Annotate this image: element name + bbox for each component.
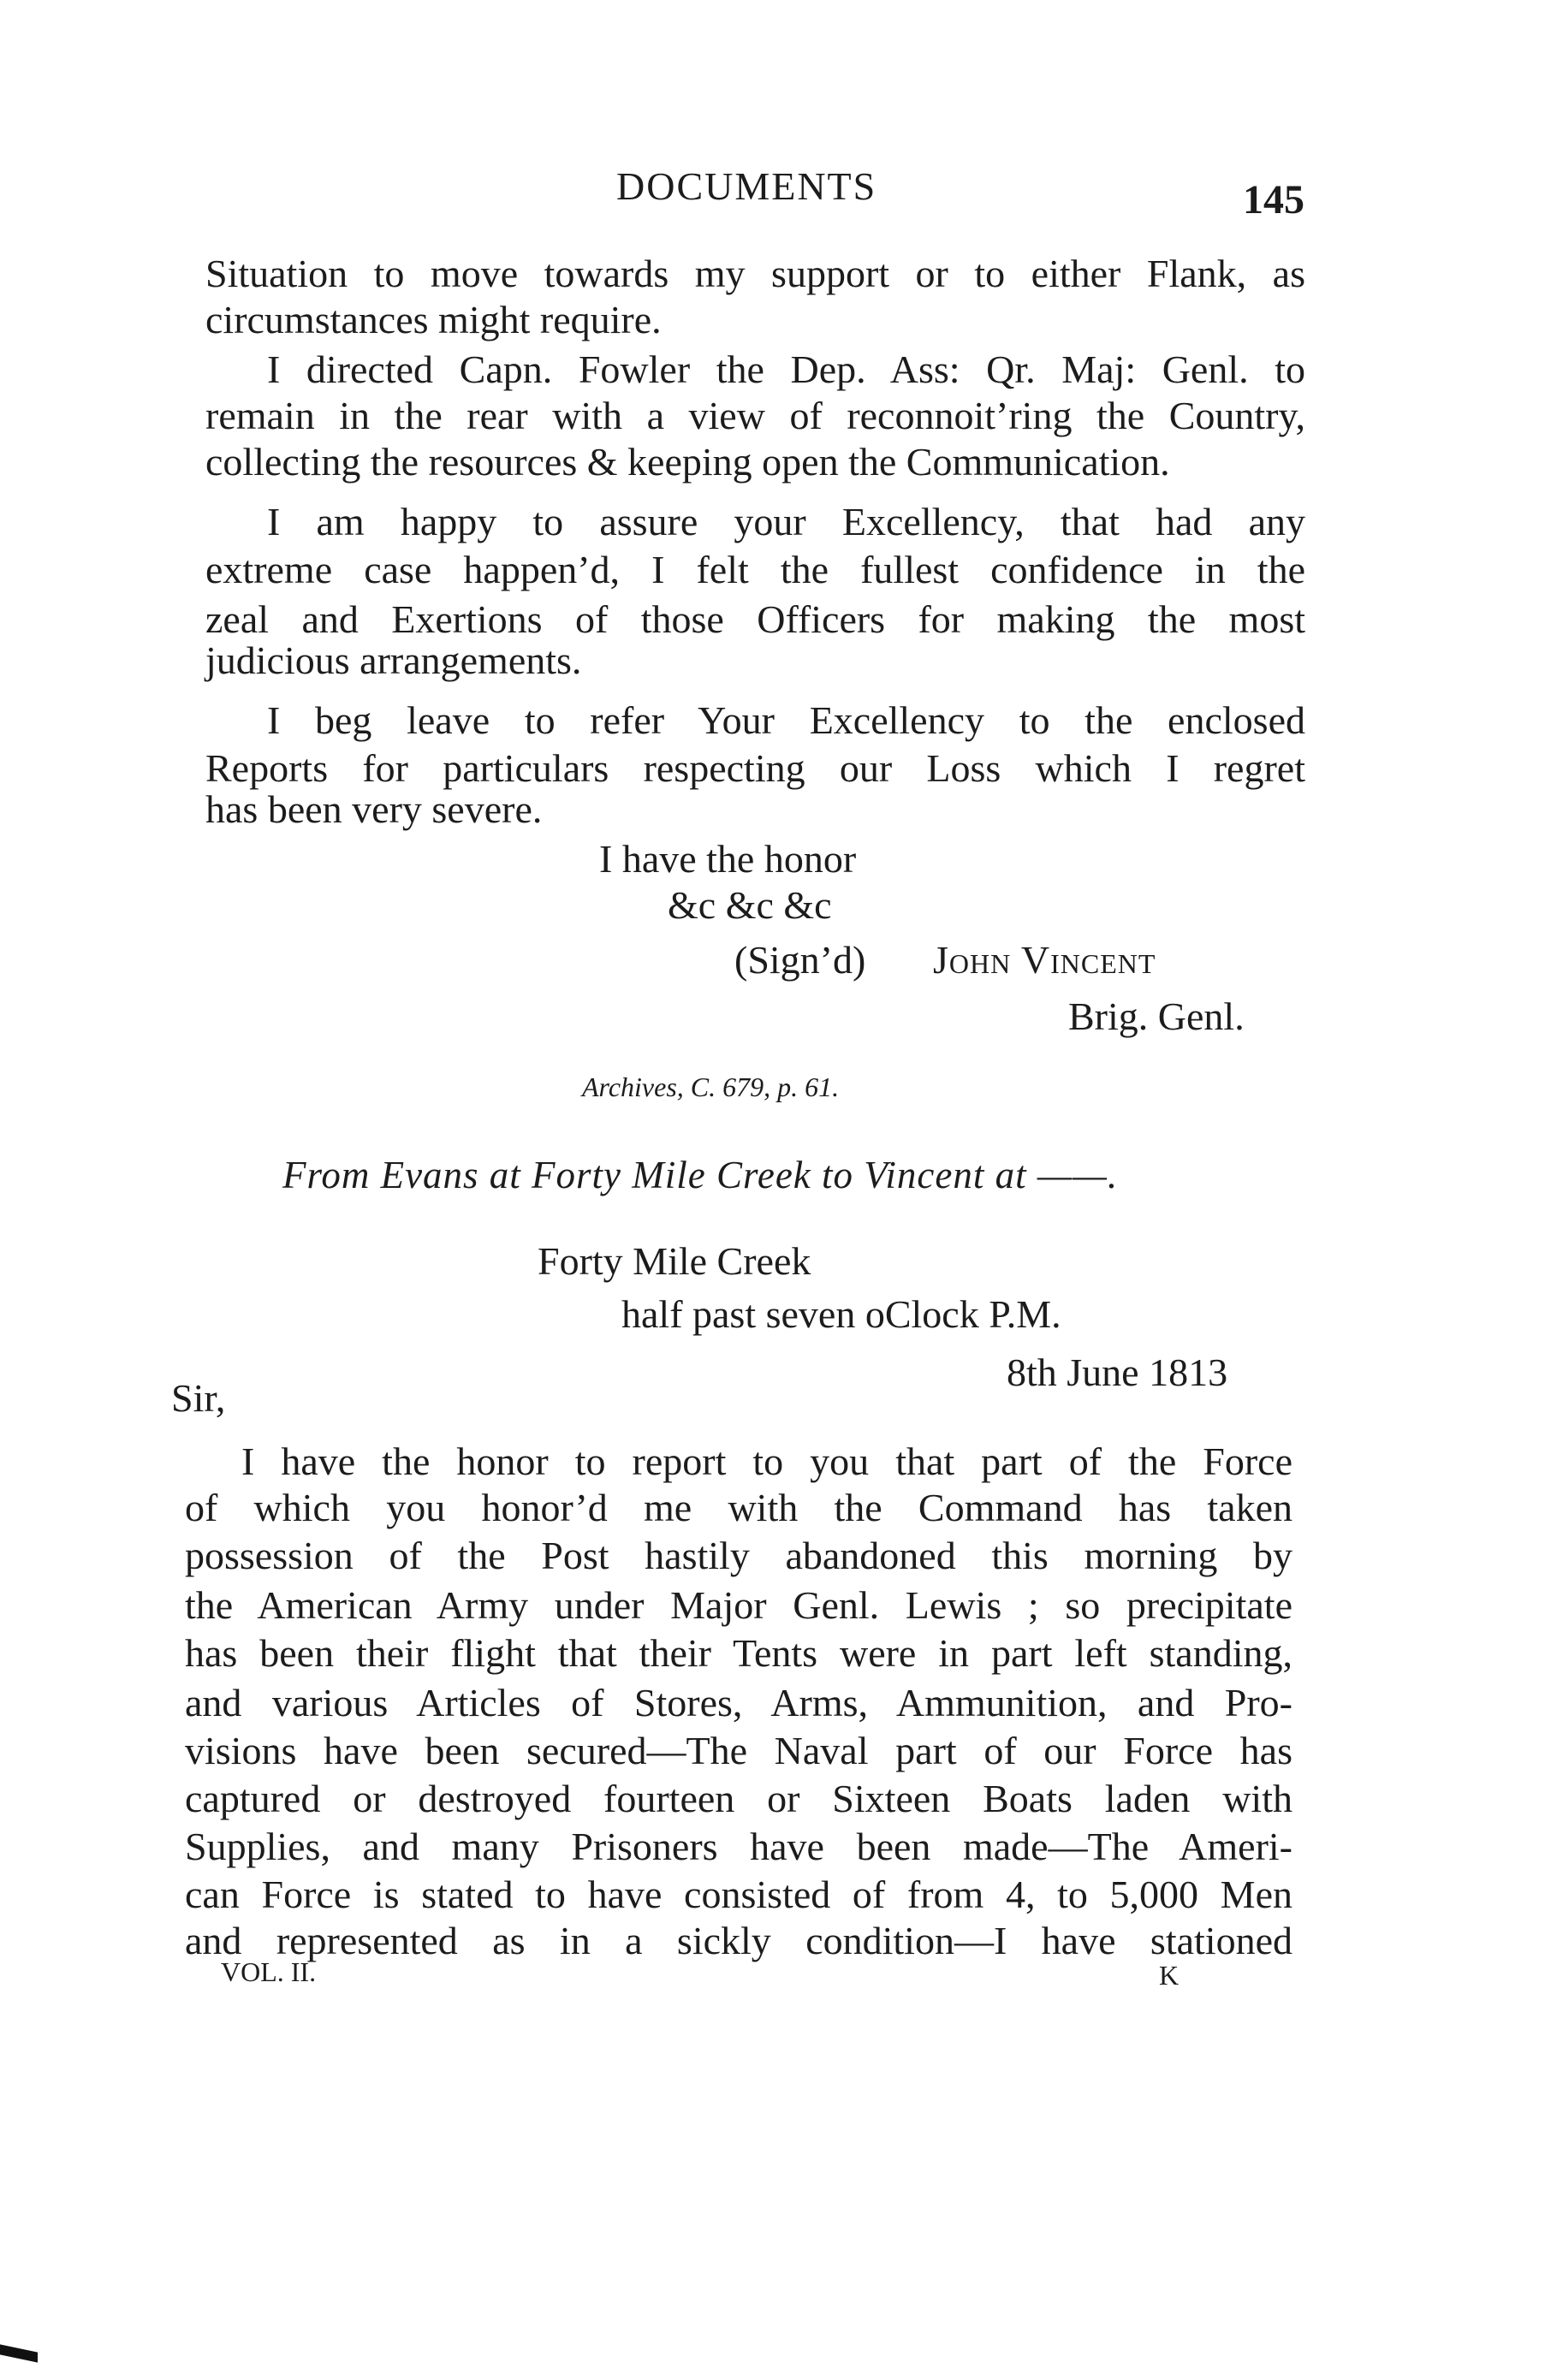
page-number: 145 <box>1243 177 1304 223</box>
text-line: collecting the resources & keeping open the Communication. <box>205 440 1170 484</box>
text-line: judicious arrangements. <box>205 638 582 682</box>
letter-heading: From Evans at Forty Mile Creek to Vincent at ——. <box>282 1154 1119 1196</box>
closing-line: &c &c &c <box>668 883 832 927</box>
text-line: extreme case happen’d, I felt the fullest confidence in the <box>205 548 1305 591</box>
volume-label: VOL. II. <box>221 1956 317 1987</box>
source-citation: Archives, C. 679, p. 61. <box>582 1071 840 1102</box>
signer-rank: Brig. Genl. <box>1068 994 1245 1038</box>
text-line: Supplies, and many Prisoners have been made—The Ameri- <box>185 1825 1292 1868</box>
text-line: possession of the Post hastily abandoned this morning by <box>185 1534 1292 1577</box>
running-head: DOCUMENTS <box>616 164 877 208</box>
text-line: I am happy to assure your Excellency, that had any <box>267 500 1305 543</box>
signed-label: (Sign’d) <box>734 938 866 982</box>
text-line: I beg leave to refer Your Excellency to the enclosed <box>267 698 1305 742</box>
text-line: of which you honor’d me with the Command has taken <box>185 1486 1292 1529</box>
text-line: captured or destroyed fourteen or Sixteen Boats laden with <box>185 1777 1292 1820</box>
text-line: and various Articles of Stores, Arms, Ammunition, and Pro- <box>185 1681 1292 1724</box>
text-line: can Force is stated to have consisted of from 4, to 5,000 Men <box>185 1873 1292 1916</box>
text-line: zeal and Exertions of those Officers for making the most <box>205 597 1305 641</box>
signer-name: John Vincent <box>933 938 1156 982</box>
text-line: remain in the rear with a view of reconnoit’ring the Country, <box>205 394 1305 437</box>
text-line: and represented as in a sickly condition—I have stationed <box>185 1919 1292 1962</box>
salutation: Sir, <box>171 1376 226 1420</box>
time-line: half past seven oClock P.M. <box>621 1292 1061 1336</box>
text-line: visions have been secured—The Naval part of our Force has <box>185 1729 1292 1772</box>
place-line: Forty Mile Creek <box>538 1239 811 1283</box>
signature-mark: K <box>1159 1960 1180 1991</box>
text-line: Situation to move towards my support or to either Flank, as <box>205 252 1305 295</box>
closing-line: I have the honor <box>599 837 857 881</box>
date-line: 8th June 1813 <box>1007 1350 1228 1394</box>
text-line: I have the honor to report to you that part of the Force <box>241 1439 1292 1483</box>
text-line: Reports for particulars respecting our Loss which I regret <box>205 746 1305 790</box>
scan-edge-mark <box>0 2344 38 2362</box>
text-line: has been very severe. <box>205 787 543 831</box>
text-line: has been their flight that their Tents were in part left standing, <box>185 1631 1292 1675</box>
text-line: the American Army under Major Genl. Lewis ; so precipitate <box>185 1583 1292 1627</box>
text-line: circumstances might require. <box>205 298 662 341</box>
text-line: I directed Capn. Fowler the Dep. Ass: Qr. Maj: Genl. to <box>267 347 1305 391</box>
